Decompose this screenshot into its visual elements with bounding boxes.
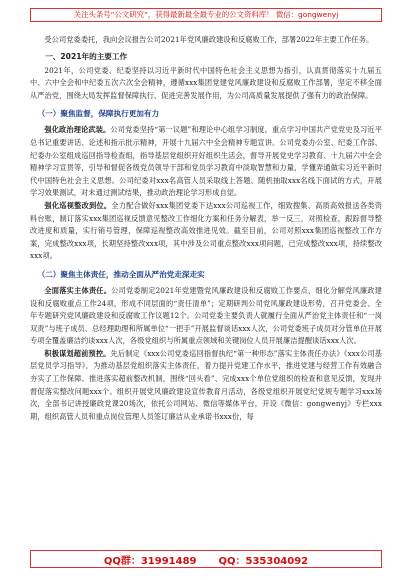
contact-footer bbox=[30, 550, 382, 568]
qq-group-text: QQ群：31991489 bbox=[103, 555, 197, 567]
paragraph-text: 公司党委制定2021年党建暨党风廉政建设和反腐败工作要点，细化分解党风廉政建设和反腐败重点工作24项，形成不同层面的“责任清单”；定期研判公司党风廉政建设形势，召开党委会、全年专题研究党风廉政建设和反腐败工作议题12个。公司党委主要负责人就履行全面从严治党主体责任和“一岗双责”与班子成员、总经理助理和所属单位“一把手”开展监督谈话xxx人次，公司党委班子成员对分管单位开展专项全覆盖廉洁约谈xxx人次，各级党组织与所属重点领域和关键岗位人员开展廉洁提醒谈话xxx人次。 bbox=[30, 285, 382, 346]
paragraph-lead: 强化政治理论武装。 bbox=[44, 125, 111, 135]
paragraph-text: 全力配合做好xxx集团党委下达xxx公司巡视工作，细致搜集、高质高效报送各类资料台账，制订落实xxx集团巡视反馈意见整改工作细化方案和任务分解表，举一反三，对照检查，跟踪督导整改进度和质量，实行销号管理，保障巡视整改高效推进见效。截至目前，公司对照xxx集团巡视整改工作方案，完成整改xxx项，长期坚持整改xxx项，其中涉及公司重点整改xxx项问题，已完成整改xxx项，持续整改xxx项。 bbox=[30, 200, 382, 261]
document-body bbox=[30, 34, 382, 423]
promo-banner: 关注头条号“公文研究”，获得最新最全最专业的公文资料库！ 微信：gongwenyj bbox=[30, 8, 382, 22]
paragraph-text: 先后制定《xxx公司党委巡回指督执纪“第一种形态”落实主体责任办法》《xxx公司基层党员学习指导》，为推动基层党组织落实主体责任，着力提升党建工作水平，推进党建与经营工作有效融合夯实了工作保障。推进落实超前整改机制，围绕“回头看”、完成xxx个单位党组织的检查和意见反馈，发现并督促落实整改问题xxx个。组织开展党风廉政建设宣传教育月活动，各级党组织开展党纪党规专题学习xxx场次，全部书记讲授廉政党课20场次，依托公司网站、微信等媒体平台，开设《微信：gongwenyj》专栏xxx期，组织高管人员和重点岗位管理人员签订廉洁从业承诺书xxx份，每 bbox=[30, 348, 382, 421]
section-summary-paragraph: 2021年，公司党委、纪委坚持以习近平新时代中国特色社会主义思想为指引，认真贯彻落实十九届五中、六中全会和中纪委五次六次全会精神，遵循xxx集团党建党风廉政建设和反腐败工作部署，坚定不移全面从严治党，围绕大局发挥监督保障执行、促进完善发展作用，为公司高质量发展提供了强有力的政治保障。 bbox=[30, 65, 382, 100]
paragraph-text: 公司党委坚持“第一议题”和理论中心组学习制度，重点学习中国共产党党史及习近平总书记重要讲话、论述和指示批示精神，开展十九届六中全会精神专题宣讲。公司党委办公室、纪委工作部、纪委办公室组成巡回指导检查组，指导基层党组织开好组织生活会，督导开展党史学习教育、十九届六中全会精神学习宣贯等，引导和督促各级党员领导干部和党员学习教育中淡取智慧和力量，学懂弄通做实习近平新时代中国特色社会主义思想。公司纪委对xxx名高管人员采取线上答题、随机抽取xxx名线下面试的方式，开展学习效果测试，对未通过测试结果，推动政治理论学习形成自觉。 bbox=[30, 125, 383, 198]
paragraph-lead: 积极谋划超前预控。 bbox=[44, 348, 111, 358]
paragraph-lead: 强化巡视整改到位。 bbox=[44, 200, 112, 210]
paragraph-lead: 全面落实主体责任。 bbox=[44, 285, 112, 295]
paragraph-inspection-rectification bbox=[30, 200, 382, 263]
section-heading: 一、2021年的主要工作 bbox=[45, 51, 128, 61]
subsection-heading-2: （二）聚焦主体责任，推动全面从严治党走深走实 bbox=[37, 269, 205, 279]
paragraph-theory-study bbox=[30, 124, 382, 200]
intro-paragraph: 受公司党委委托，我向会议报告公司2021年党风廉政建设和反腐败工作，部署2022年主要工作任务。 bbox=[44, 35, 374, 44]
paragraph-prevention-control bbox=[30, 348, 382, 424]
paragraph-main-responsibility bbox=[30, 285, 382, 348]
subsection-heading-1: （一）聚焦监督，保障执行更加有力 bbox=[37, 109, 160, 119]
qq-text: QQ：535304092 bbox=[218, 555, 309, 567]
